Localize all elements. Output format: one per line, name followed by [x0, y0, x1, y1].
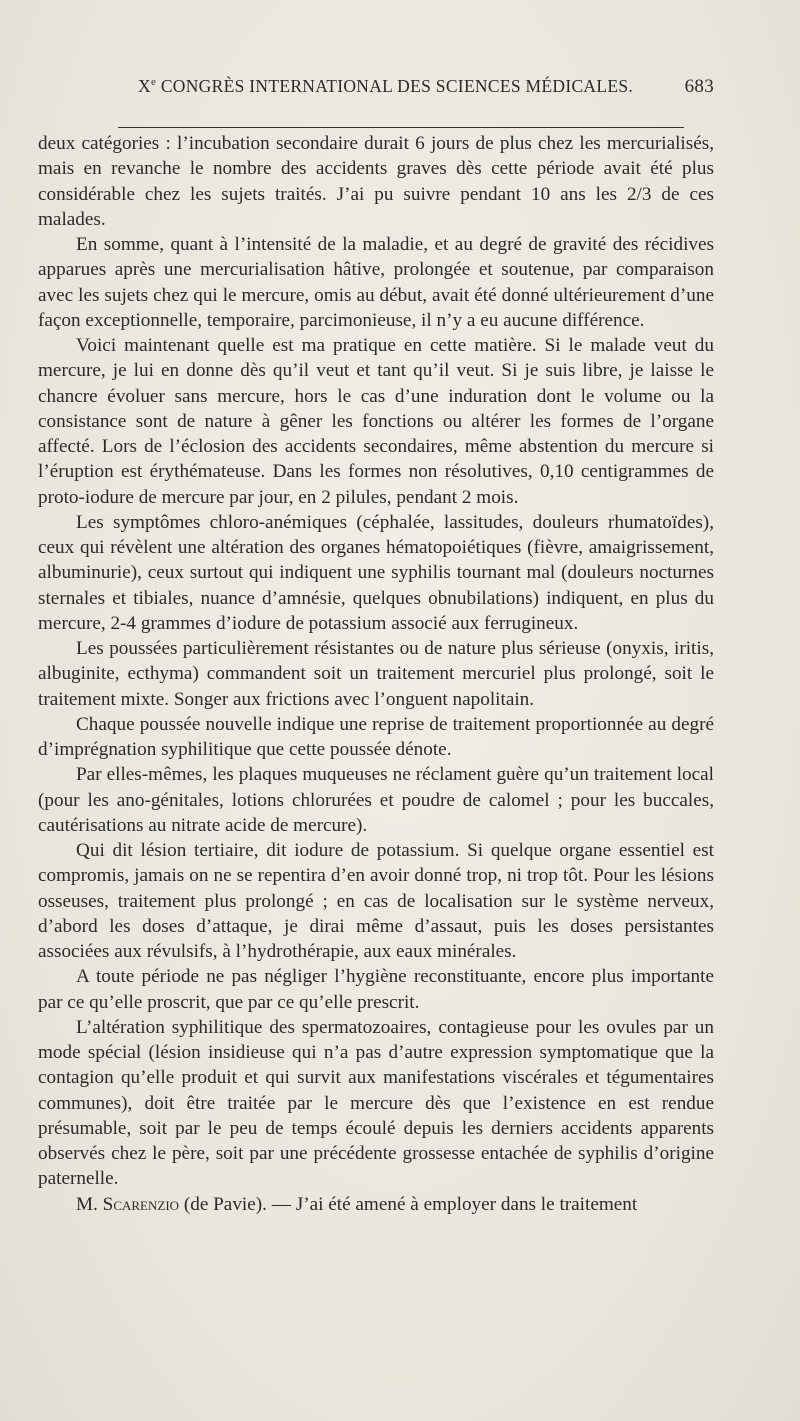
paragraph-2: En somme, quant à l’intensité de la maladie, et au degré de gravité des récidives apparues après une mercurialisation hâtive, prolongée et soutenue, par comparaison avec les sujets chez qui le mercure, omis au début, avait été donné ultérieurement d’une façon exceptionnelle, temporaire, parcimonieuse, il n’y a eu aucune différence. — [38, 234, 714, 331]
running-title — [138, 76, 633, 97]
body-text — [38, 131, 714, 1217]
paragraph-5: Les poussées particulièrement résistantes ou de nature plus sérieuse (onyxis, iritis, albuginite, ecthyma) commandent soit un traitement mercuriel plus prolongé, soit le traitement mixte. Songer aux frictions avec l’onguent napolitain. — [38, 638, 714, 710]
title-prefix: X — [138, 76, 151, 96]
paragraph-8: Qui dit lésion tertiaire, dit iodure de potassium. Si quelque organe essentiel est compromis, jamais on ne se repentira d’en avoir donné trop, ni trop tôt. Pour les lésions osseuses, traitement plus prolongé ; en cas de localisation sur le système nerveux, d’abord les doses d’attaque, je dirai même d’assaut, puis les doses persistantes associées aux révulsifs, à l’hydrothérapie, aux eaux minérales. — [38, 840, 714, 962]
paragraph-1: deux catégories : l’incubation secondaire durait 6 jours de plus chez les mercurialisés, mais en revanche le nombre des accidents graves dès cette période avait été plus considérable chez les sujets traités. J’ai pu suivre pendant 10 ans les 2/3 de ces malades. — [38, 133, 714, 230]
paragraph-9: A toute période ne pas négliger l’hygiène reconstituante, encore plus importante par ce qu’elle proscrit, que par ce qu’elle prescrit. — [38, 966, 714, 1013]
paragraph-7: Par elles-mêmes, les plaques muqueuses ne réclament guère qu’un traitement local (pour les ano-génitales, lotions chlorurées et poudre de calomel ; pour les buccales, cautérisations au nitrate acide de mercure). — [38, 764, 714, 836]
speaker-name: Scarenzio — [102, 1193, 180, 1215]
running-header — [38, 76, 714, 106]
paragraph-6: Chaque poussée nouvelle indique une reprise de traitement proportionnée au degré d’imprégnation syphilitique que cette poussée dénote. — [38, 713, 714, 760]
paragraph-4: Les symptômes chloro-anémiques (céphalée, lassitudes, douleurs rhumatoïdes), ceux qui révèlent une altération des organes hématopoiétiques (fièvre, amaigrissement, albuminurie), ceux surtout qui indiquent une syphilis tournant mal (douleurs nocturnes sternales et tibiales, nuance d’amnésie, quelques obnubilations) indiquent, en plus du mercure, 2-4 grammes d’iodure de potassium associé aux ferrugineux. — [38, 511, 714, 634]
title-superscript: e — [150, 76, 157, 88]
paragraph-3: Voici maintenant quelle est ma pratique en cette matière. Si le malade veut du mercure, je lui en donne dès qu’il veut et tant qu’il veut. Si je suis libre, je laisse le chancre évoluer sans mercure, hors le cas d’une induration dont le volume ou la consistance sont de nature à gêner les fonctions ou altérer les formes de l’organe affecté. Lors de l’éclosion des accidents secondaires, même abstention du mercure si l’éruption est érythémateuse. Dans les formes non résolutives, 0,10 centigrammes de proto-iodure de mercure par jour, en 2 pilules, pendant 2 mois. — [38, 335, 714, 508]
page-number: 683 — [684, 76, 714, 97]
paragraph-10: L’altération syphilitique des spermatozoaires, contagieuse pour les ovules par un mode spécial (lésion insidieuse qui n’a pas d’autre expression symptomatique que la contagion qu’elle produit et qui survit aux manifestations viscérales et tégumentaires communes), doit être traitée par le mercure dès que l’existence en est rendue présumable, soit par le peu de temps écoulé depuis les derniers accidents apparents observés chez le père, soit par une précédente grossesse entachée de syphilis d’origine paternelle. — [38, 1016, 714, 1190]
speaker-prefix: M. — [76, 1193, 103, 1215]
speaker-text: (de Pavie). — J’ai été amené à employer dans le traitement — [179, 1193, 638, 1215]
header-rule — [118, 127, 684, 128]
title-text: CONGRÈS INTERNATIONAL DES SCIENCES MÉDICALES. — [156, 76, 634, 96]
paragraph-11 — [38, 1192, 714, 1217]
